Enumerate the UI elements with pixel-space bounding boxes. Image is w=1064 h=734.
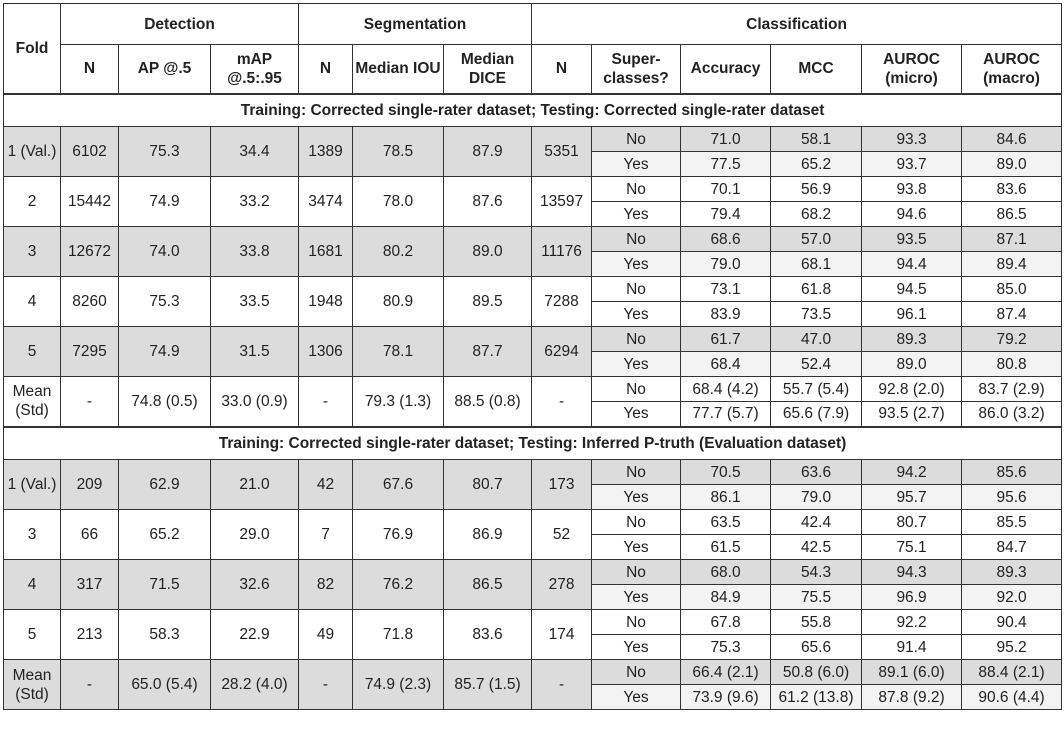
auroc-macro-cell: 80.8 xyxy=(962,352,1062,377)
detection-n-cell: 6102 xyxy=(61,127,119,177)
mcc-cell: 65.6 xyxy=(771,635,862,660)
auroc-micro-cell: 92.2 xyxy=(862,610,962,635)
auroc-micro-cell: 92.8 (2.0) xyxy=(862,377,962,402)
map-cell: 28.2 (4.0) xyxy=(211,660,299,710)
superclasses-cell: Yes xyxy=(592,685,681,710)
median-iou-cell: 78.5 xyxy=(353,127,444,177)
header-mcc: MCC xyxy=(771,45,862,94)
header-auroc-macro: AUROC (macro) xyxy=(962,45,1062,94)
map-cell: 34.4 xyxy=(211,127,299,177)
table-row xyxy=(4,327,1062,352)
ap5-cell: 74.8 (0.5) xyxy=(119,377,211,427)
accuracy-cell: 79.0 xyxy=(681,252,771,277)
table-row xyxy=(4,277,1062,302)
mcc-cell: 42.5 xyxy=(771,535,862,560)
map-cell: 33.8 xyxy=(211,227,299,277)
fold-cell: 4 xyxy=(4,560,61,610)
auroc-micro-cell: 96.1 xyxy=(862,302,962,327)
auroc-micro-cell: 80.7 xyxy=(862,510,962,535)
segmentation-n-cell: 82 xyxy=(299,560,353,610)
fold-cell: 5 xyxy=(4,327,61,377)
detection-n-cell: 209 xyxy=(61,460,119,510)
ap5-cell: 65.0 (5.4) xyxy=(119,660,211,710)
segmentation-n-cell: 49 xyxy=(299,610,353,660)
accuracy-cell: 68.4 (4.2) xyxy=(681,377,771,402)
auroc-macro-cell: 95.2 xyxy=(962,635,1062,660)
superclasses-cell: Yes xyxy=(592,202,681,227)
median-dice-cell: 89.5 xyxy=(444,277,532,327)
mcc-cell: 79.0 xyxy=(771,485,862,510)
auroc-macro-cell: 84.7 xyxy=(962,535,1062,560)
auroc-micro-cell: 87.8 (9.2) xyxy=(862,685,962,710)
detection-n-cell: 317 xyxy=(61,560,119,610)
auroc-micro-cell: 93.5 (2.7) xyxy=(862,402,962,427)
mcc-cell: 54.3 xyxy=(771,560,862,585)
map-cell: 22.9 xyxy=(211,610,299,660)
mcc-cell: 68.2 xyxy=(771,202,862,227)
median-dice-cell: 87.9 xyxy=(444,127,532,177)
median-dice-cell: 83.6 xyxy=(444,610,532,660)
ap5-cell: 71.5 xyxy=(119,560,211,610)
classification-n-cell: 11176 xyxy=(532,227,592,277)
table-row xyxy=(4,560,1062,585)
fold-cell: 5 xyxy=(4,610,61,660)
table-row xyxy=(4,377,1062,402)
superclasses-cell: No xyxy=(592,660,681,685)
accuracy-cell: 77.7 (5.7) xyxy=(681,402,771,427)
header-auroc-micro: AUROC (micro) xyxy=(862,45,962,94)
ap5-cell: 62.9 xyxy=(119,460,211,510)
results-table xyxy=(3,3,1062,710)
auroc-macro-cell: 92.0 xyxy=(962,585,1062,610)
auroc-macro-cell: 86.0 (3.2) xyxy=(962,402,1062,427)
accuracy-cell: 73.1 xyxy=(681,277,771,302)
accuracy-cell: 79.4 xyxy=(681,202,771,227)
detection-n-cell: 66 xyxy=(61,510,119,560)
auroc-micro-cell: 89.0 xyxy=(862,352,962,377)
auroc-micro-cell: 93.8 xyxy=(862,177,962,202)
detection-n-cell: 8260 xyxy=(61,277,119,327)
detection-n-cell: 12672 xyxy=(61,227,119,277)
classification-n-cell: - xyxy=(532,377,592,427)
accuracy-cell: 61.5 xyxy=(681,535,771,560)
median-dice-cell: 89.0 xyxy=(444,227,532,277)
mcc-cell: 57.0 xyxy=(771,227,862,252)
superclasses-cell: Yes xyxy=(592,152,681,177)
mcc-cell: 73.5 xyxy=(771,302,862,327)
median-dice-cell: 88.5 (0.8) xyxy=(444,377,532,427)
header-seg-n: N xyxy=(299,45,353,94)
detection-n-cell: - xyxy=(61,377,119,427)
detection-n-cell: - xyxy=(61,660,119,710)
header-median-iou: Median IOU xyxy=(353,45,444,94)
map-cell: 32.6 xyxy=(211,560,299,610)
classification-n-cell: 173 xyxy=(532,460,592,510)
header-det-n: N xyxy=(61,45,119,94)
median-iou-cell: 67.6 xyxy=(353,460,444,510)
auroc-micro-cell: 93.5 xyxy=(862,227,962,252)
header-fold: Fold xyxy=(4,4,61,94)
auroc-macro-cell: 89.0 xyxy=(962,152,1062,177)
auroc-micro-cell: 95.7 xyxy=(862,485,962,510)
detection-n-cell: 7295 xyxy=(61,327,119,377)
auroc-macro-cell: 89.4 xyxy=(962,252,1062,277)
accuracy-cell: 63.5 xyxy=(681,510,771,535)
accuracy-cell: 83.9 xyxy=(681,302,771,327)
superclasses-cell: Yes xyxy=(592,485,681,510)
superclasses-cell: No xyxy=(592,127,681,152)
auroc-micro-cell: 96.9 xyxy=(862,585,962,610)
classification-n-cell: 174 xyxy=(532,610,592,660)
accuracy-cell: 68.4 xyxy=(681,352,771,377)
classification-n-cell: 13597 xyxy=(532,177,592,227)
section-header-row xyxy=(4,94,1062,127)
header-superclasses: Super-classes? xyxy=(592,45,681,94)
superclasses-cell: Yes xyxy=(592,535,681,560)
ap5-cell: 74.0 xyxy=(119,227,211,277)
mcc-cell: 65.2 xyxy=(771,152,862,177)
auroc-macro-cell: 87.1 xyxy=(962,227,1062,252)
segmentation-n-cell: 1389 xyxy=(299,127,353,177)
header-accuracy: Accuracy xyxy=(681,45,771,94)
median-dice-cell: 85.7 (1.5) xyxy=(444,660,532,710)
auroc-macro-cell: 85.5 xyxy=(962,510,1062,535)
auroc-macro-cell: 84.6 xyxy=(962,127,1062,152)
section-title: Training: Corrected single-rater dataset; Testing: Corrected single-rater dataset xyxy=(4,94,1062,127)
accuracy-cell: 73.9 (9.6) xyxy=(681,685,771,710)
accuracy-cell: 68.6 xyxy=(681,227,771,252)
ap5-cell: 74.9 xyxy=(119,327,211,377)
segmentation-n-cell: 3474 xyxy=(299,177,353,227)
segmentation-n-cell: 1306 xyxy=(299,327,353,377)
accuracy-cell: 70.1 xyxy=(681,177,771,202)
header-segmentation: Segmentation xyxy=(299,4,532,45)
mcc-cell: 50.8 (6.0) xyxy=(771,660,862,685)
mcc-cell: 61.8 xyxy=(771,277,862,302)
auroc-micro-cell: 89.3 xyxy=(862,327,962,352)
ap5-cell: 65.2 xyxy=(119,510,211,560)
table-row xyxy=(4,177,1062,202)
detection-n-cell: 213 xyxy=(61,610,119,660)
mcc-cell: 65.6 (7.9) xyxy=(771,402,862,427)
accuracy-cell: 61.7 xyxy=(681,327,771,352)
ap5-cell: 58.3 xyxy=(119,610,211,660)
accuracy-cell: 70.5 xyxy=(681,460,771,485)
map-cell: 33.0 (0.9) xyxy=(211,377,299,427)
superclasses-cell: Yes xyxy=(592,635,681,660)
auroc-micro-cell: 93.3 xyxy=(862,127,962,152)
header-detection: Detection xyxy=(61,4,299,45)
auroc-macro-cell: 83.6 xyxy=(962,177,1062,202)
median-dice-cell: 86.5 xyxy=(444,560,532,610)
superclasses-cell: Yes xyxy=(592,252,681,277)
superclasses-cell: No xyxy=(592,560,681,585)
auroc-micro-cell: 94.5 xyxy=(862,277,962,302)
auroc-macro-cell: 88.4 (2.1) xyxy=(962,660,1062,685)
auroc-micro-cell: 94.6 xyxy=(862,202,962,227)
median-iou-cell: 80.2 xyxy=(353,227,444,277)
superclasses-cell: No xyxy=(592,327,681,352)
auroc-macro-cell: 90.4 xyxy=(962,610,1062,635)
superclasses-cell: Yes xyxy=(592,352,681,377)
classification-n-cell: 6294 xyxy=(532,327,592,377)
header-map: mAP @.5:.95 xyxy=(211,45,299,94)
detection-n-cell: 15442 xyxy=(61,177,119,227)
fold-cell: 3 xyxy=(4,510,61,560)
median-dice-cell: 87.6 xyxy=(444,177,532,227)
mcc-cell: 55.7 (5.4) xyxy=(771,377,862,402)
auroc-micro-cell: 75.1 xyxy=(862,535,962,560)
median-iou-cell: 79.3 (1.3) xyxy=(353,377,444,427)
median-iou-cell: 76.9 xyxy=(353,510,444,560)
superclasses-cell: No xyxy=(592,177,681,202)
map-cell: 33.2 xyxy=(211,177,299,227)
superclasses-cell: No xyxy=(592,510,681,535)
segmentation-n-cell: 42 xyxy=(299,460,353,510)
auroc-macro-cell: 87.4 xyxy=(962,302,1062,327)
median-dice-cell: 87.7 xyxy=(444,327,532,377)
accuracy-cell: 68.0 xyxy=(681,560,771,585)
median-iou-cell: 80.9 xyxy=(353,277,444,327)
fold-cell: 3 xyxy=(4,227,61,277)
fold-cell: Mean (Std) xyxy=(4,377,61,427)
segmentation-n-cell: - xyxy=(299,377,353,427)
header-ap5: AP @.5 xyxy=(119,45,211,94)
classification-n-cell: - xyxy=(532,660,592,710)
mcc-cell: 42.4 xyxy=(771,510,862,535)
mcc-cell: 68.1 xyxy=(771,252,862,277)
superclasses-cell: No xyxy=(592,277,681,302)
accuracy-cell: 86.1 xyxy=(681,485,771,510)
auroc-micro-cell: 94.4 xyxy=(862,252,962,277)
accuracy-cell: 66.4 (2.1) xyxy=(681,660,771,685)
map-cell: 33.5 xyxy=(211,277,299,327)
mcc-cell: 75.5 xyxy=(771,585,862,610)
classification-n-cell: 278 xyxy=(532,560,592,610)
fold-cell: 2 xyxy=(4,177,61,227)
segmentation-n-cell: 1681 xyxy=(299,227,353,277)
auroc-macro-cell: 79.2 xyxy=(962,327,1062,352)
auroc-macro-cell: 95.6 xyxy=(962,485,1062,510)
segmentation-n-cell: 1948 xyxy=(299,277,353,327)
median-dice-cell: 80.7 xyxy=(444,460,532,510)
accuracy-cell: 71.0 xyxy=(681,127,771,152)
superclasses-cell: No xyxy=(592,227,681,252)
auroc-micro-cell: 94.3 xyxy=(862,560,962,585)
auroc-macro-cell: 86.5 xyxy=(962,202,1062,227)
median-dice-cell: 86.9 xyxy=(444,510,532,560)
classification-n-cell: 7288 xyxy=(532,277,592,327)
segmentation-n-cell: - xyxy=(299,660,353,710)
fold-cell: 1 (Val.) xyxy=(4,127,61,177)
median-iou-cell: 78.1 xyxy=(353,327,444,377)
accuracy-cell: 67.8 xyxy=(681,610,771,635)
table-row xyxy=(4,460,1062,485)
ap5-cell: 74.9 xyxy=(119,177,211,227)
auroc-micro-cell: 91.4 xyxy=(862,635,962,660)
mcc-cell: 61.2 (13.8) xyxy=(771,685,862,710)
mcc-cell: 56.9 xyxy=(771,177,862,202)
median-iou-cell: 71.8 xyxy=(353,610,444,660)
accuracy-cell: 84.9 xyxy=(681,585,771,610)
header-median-dice: Median DICE xyxy=(444,45,532,94)
median-iou-cell: 74.9 (2.3) xyxy=(353,660,444,710)
table-row xyxy=(4,660,1062,685)
auroc-macro-cell: 89.3 xyxy=(962,560,1062,585)
accuracy-cell: 77.5 xyxy=(681,152,771,177)
median-iou-cell: 76.2 xyxy=(353,560,444,610)
section-header-row xyxy=(4,427,1062,460)
map-cell: 21.0 xyxy=(211,460,299,510)
superclasses-cell: Yes xyxy=(592,402,681,427)
auroc-macro-cell: 83.7 (2.9) xyxy=(962,377,1062,402)
map-cell: 29.0 xyxy=(211,510,299,560)
median-iou-cell: 78.0 xyxy=(353,177,444,227)
table-row xyxy=(4,510,1062,535)
classification-n-cell: 5351 xyxy=(532,127,592,177)
auroc-micro-cell: 89.1 (6.0) xyxy=(862,660,962,685)
header-classification: Classification xyxy=(532,4,1062,45)
table-row xyxy=(4,127,1062,152)
fold-cell: 4 xyxy=(4,277,61,327)
auroc-micro-cell: 93.7 xyxy=(862,152,962,177)
mcc-cell: 55.8 xyxy=(771,610,862,635)
map-cell: 31.5 xyxy=(211,327,299,377)
mcc-cell: 52.4 xyxy=(771,352,862,377)
superclasses-cell: No xyxy=(592,377,681,402)
mcc-cell: 47.0 xyxy=(771,327,862,352)
table-row xyxy=(4,610,1062,635)
ap5-cell: 75.3 xyxy=(119,277,211,327)
superclasses-cell: No xyxy=(592,460,681,485)
superclasses-cell: No xyxy=(592,610,681,635)
mcc-cell: 63.6 xyxy=(771,460,862,485)
auroc-macro-cell: 85.6 xyxy=(962,460,1062,485)
auroc-micro-cell: 94.2 xyxy=(862,460,962,485)
table-row xyxy=(4,227,1062,252)
fold-cell: Mean (Std) xyxy=(4,660,61,710)
auroc-macro-cell: 85.0 xyxy=(962,277,1062,302)
superclasses-cell: Yes xyxy=(592,302,681,327)
fold-cell: 1 (Val.) xyxy=(4,460,61,510)
accuracy-cell: 75.3 xyxy=(681,635,771,660)
segmentation-n-cell: 7 xyxy=(299,510,353,560)
classification-n-cell: 52 xyxy=(532,510,592,560)
section-title: Training: Corrected single-rater dataset; Testing: Inferred P-truth (Evaluation dataset) xyxy=(4,427,1062,460)
auroc-macro-cell: 90.6 (4.4) xyxy=(962,685,1062,710)
mcc-cell: 58.1 xyxy=(771,127,862,152)
header-cls-n: N xyxy=(532,45,592,94)
superclasses-cell: Yes xyxy=(592,585,681,610)
ap5-cell: 75.3 xyxy=(119,127,211,177)
